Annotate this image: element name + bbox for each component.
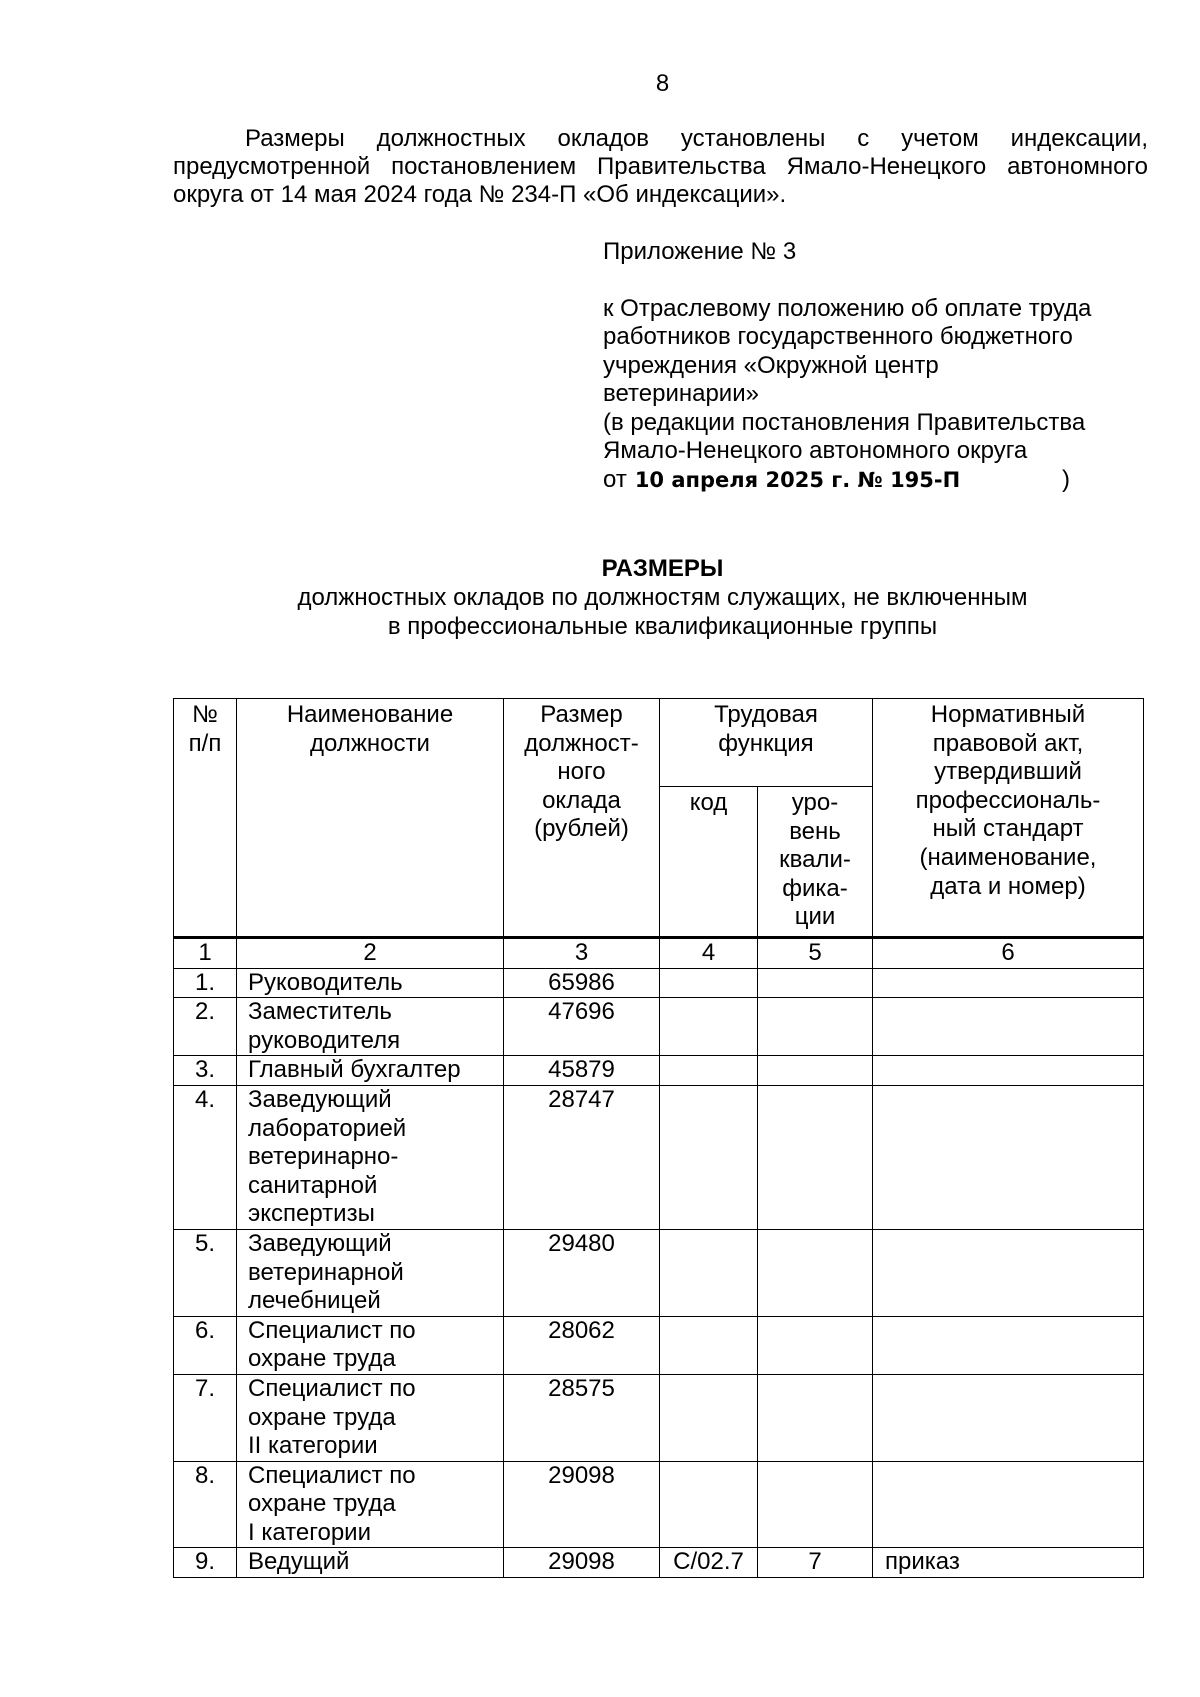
header-line: утвердивший [934,758,1082,786]
header-line: дата и номер) [930,872,1086,900]
header-line: Размер [540,701,623,728]
header-line: ции [794,903,836,931]
normative-act: приказ [873,1548,1144,1578]
qualification-level [758,1316,873,1374]
normative-act [873,998,1144,1056]
position-line: охране труда [248,1490,396,1518]
function-code [660,968,758,998]
appendix-reference-line: к Отраслевому положению об оплате труда [603,294,1092,322]
table-row [174,1229,1144,1316]
position-line: лабораторией [248,1114,407,1142]
position-line: Заместитель [248,998,392,1026]
qualification-level [758,998,873,1056]
position-name [237,998,504,1056]
header-line: (наименование, [919,843,1097,871]
function-code [660,998,758,1056]
header-line: ный стандарт [932,815,1084,843]
function-code [660,1316,758,1374]
salary-value: 65986 [504,968,660,998]
position-line: II категории [248,1432,378,1460]
column-number: 6 [873,938,1144,969]
function-code [660,1085,758,1229]
header-level [758,787,873,938]
position-line: лечебницей [248,1287,381,1315]
column-number: 1 [174,938,237,969]
header-line: Наименование [286,701,454,728]
qualification-level [758,1056,873,1086]
row-number: 9. [174,1548,237,1578]
position-line: экспертизы [248,1200,375,1228]
salary-value: 29098 [504,1461,660,1548]
normative-act [873,1056,1144,1086]
position-line: ветеринарно- [248,1143,399,1171]
position-line: Ведущий [248,1548,350,1576]
header-code [660,787,758,938]
header-line: должност- [524,729,639,757]
normative-act [873,1461,1144,1548]
position-name [237,1229,504,1316]
position-line: Специалист по [248,1461,416,1489]
position-name [237,1374,504,1461]
position-line: охране труда [248,1345,396,1373]
qualification-level [758,1374,873,1461]
header-line: Нормативный [930,701,1086,728]
header-labor-function [660,699,873,787]
appendix-label: Приложение № 3 [603,238,797,265]
position-line: Заведующий [248,1085,392,1113]
table-row [174,1548,1144,1578]
appendix-reference-line: (в редакции постановления Правительства [603,408,1086,436]
position-name [237,1461,504,1548]
table-row [174,1316,1144,1374]
position-name [237,968,504,998]
column-number: 4 [660,938,758,969]
header-num [174,699,237,938]
header-line: п/п [188,729,222,757]
subtitle-line: в профессиональные квалификационные группы [387,613,938,640]
appendix-reference-line: работников государственного бюджетного [603,323,1073,350]
row-number: 8. [174,1461,237,1548]
subtitle-line: должностных окладов по должностям служащих, не включенным [297,584,1028,611]
position-name [237,1056,504,1086]
header-line: должности [310,729,430,757]
table-row [174,998,1144,1056]
column-number-row [174,938,1144,969]
salary-value: 45879 [504,1056,660,1086]
position-line: I категории [248,1518,371,1546]
document-title: РАЗМЕРЫ [601,555,724,582]
page-number: 8 [655,70,670,97]
header-line: вень [789,817,841,845]
header-line: профессиональ- [915,786,1101,814]
row-number: 5. [174,1229,237,1316]
table-row [174,1085,1144,1229]
function-code [660,1461,758,1548]
row-number: 6. [174,1316,237,1374]
header-line: оклада [542,786,621,814]
position-line: охране труда [248,1403,396,1431]
function-code [660,1229,758,1316]
row-number: 1. [174,968,237,998]
salary-value: 28575 [504,1374,660,1461]
position-line: Заведующий [248,1229,392,1257]
header-line: правовой акт, [932,729,1084,757]
position-line: Руководитель [248,968,403,996]
decree-prefix: от [603,465,627,493]
appendix-reference [603,295,1163,495]
header-line: функция [718,729,814,757]
salary-value: 47696 [504,998,660,1056]
column-number: 3 [504,938,660,969]
appendix-reference-line: ветеринарии» [603,380,759,407]
position-line: ветеринарной [248,1258,404,1286]
table-row [174,1461,1144,1548]
table-row [174,1374,1144,1461]
salary-value: 28747 [504,1085,660,1229]
header-line: (рублей) [534,815,629,843]
salary-table [173,698,1144,1578]
header-line: уро- [791,789,839,816]
row-number: 4. [174,1085,237,1229]
position-line: санитарной [248,1171,378,1199]
header-line: Трудовая [714,701,818,728]
salary-value: 29480 [504,1229,660,1316]
header-name [237,699,504,938]
normative-act [873,1316,1144,1374]
row-number: 2. [174,998,237,1056]
qualification-level: 7 [758,1548,873,1578]
qualification-level [758,968,873,998]
column-number: 2 [237,938,504,969]
header-line: квали- [779,846,851,874]
appendix-block [603,238,1163,494]
position-line: Специалист по [248,1374,416,1402]
salary-value: 29098 [504,1548,660,1578]
normative-act [873,1085,1144,1229]
position-line: руководителя [248,1026,401,1054]
normative-act [873,968,1144,998]
row-number: 3. [174,1056,237,1086]
decree-close-paren: ) [1062,465,1070,493]
header-line: ного [557,758,606,786]
qualification-level [758,1461,873,1548]
header-line: фика- [782,874,848,902]
function-code [660,1374,758,1461]
qualification-level [758,1229,873,1316]
position-name [237,1548,504,1578]
position-name [237,1085,504,1229]
column-number: 5 [758,938,873,969]
intro-paragraph: Размеры должностных окладов установлены с учетом индексации, предусмотренной постановлением Правительства Ямало-Ненецкого автономного округа от 14 мая 2024 года № 234-П «Об индексации». [173,125,1148,208]
table-row [174,1056,1144,1086]
function-code: С/02.7 [660,1548,758,1578]
position-line: Специалист по [248,1316,416,1344]
normative-act [873,1229,1144,1316]
table-row [174,968,1144,998]
header-line: № [192,701,218,728]
appendix-reference-line: учреждения «Окружной центр [603,351,939,379]
function-code [660,1056,758,1086]
decree-line [603,466,1163,495]
position-line: Главный бухгалтер [248,1056,461,1084]
document-subtitle [0,583,1200,641]
header-salary [504,699,660,938]
normative-act [873,1374,1144,1461]
salary-value: 28062 [504,1316,660,1374]
position-name [237,1316,504,1374]
decree-date-number: 10 апреля 2025 г. № 195-П [634,467,961,492]
row-number: 7. [174,1374,237,1461]
appendix-reference-line: Ямало-Ненецкого автономного округа [603,437,1028,464]
qualification-level [758,1085,873,1229]
header-act [873,699,1144,938]
header-line: код [689,789,728,816]
